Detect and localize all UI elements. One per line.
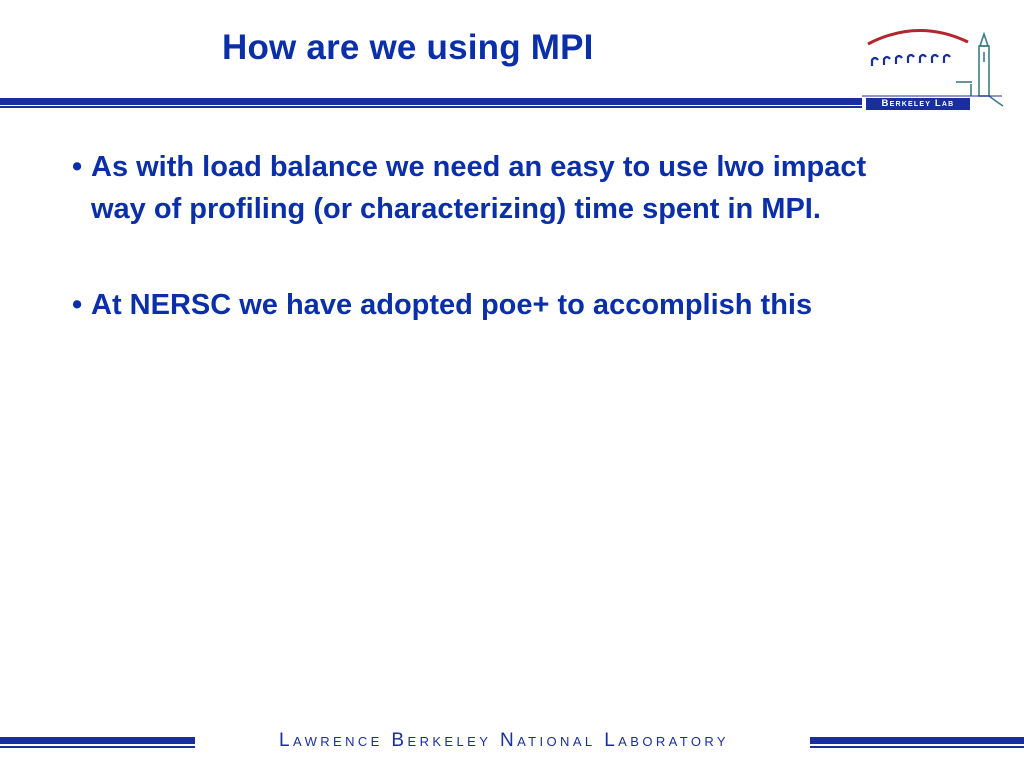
- bullet-text: As with load balance we need an easy to use lwo impact way of profiling (or characterizing) time spent in MPI.: [91, 151, 867, 225]
- bullet-list: [72, 146, 892, 326]
- header-rule: [0, 98, 862, 105]
- slide-title: How are we using MPI: [222, 28, 594, 67]
- footer-rule-left: [0, 737, 195, 744]
- header-rule-thin: [0, 106, 862, 108]
- logo-label: Berkeley Lab: [866, 98, 970, 110]
- bullet-item: [72, 284, 892, 326]
- berkeley-lab-logo: [860, 22, 1006, 114]
- bullet-marker: •: [72, 289, 83, 321]
- footer-rule-right: [810, 737, 1024, 744]
- footer-rule-right-thin: [810, 746, 1024, 748]
- bullet-marker: •: [72, 151, 83, 183]
- bullet-item: [72, 146, 892, 230]
- bullet-text: At NERSC we have adopted poe+ to accomplish this: [91, 289, 813, 321]
- footer-rule-left-thin: [0, 746, 195, 748]
- footer-lab-name: Lawrence Berkeley National Laboratory: [279, 730, 729, 751]
